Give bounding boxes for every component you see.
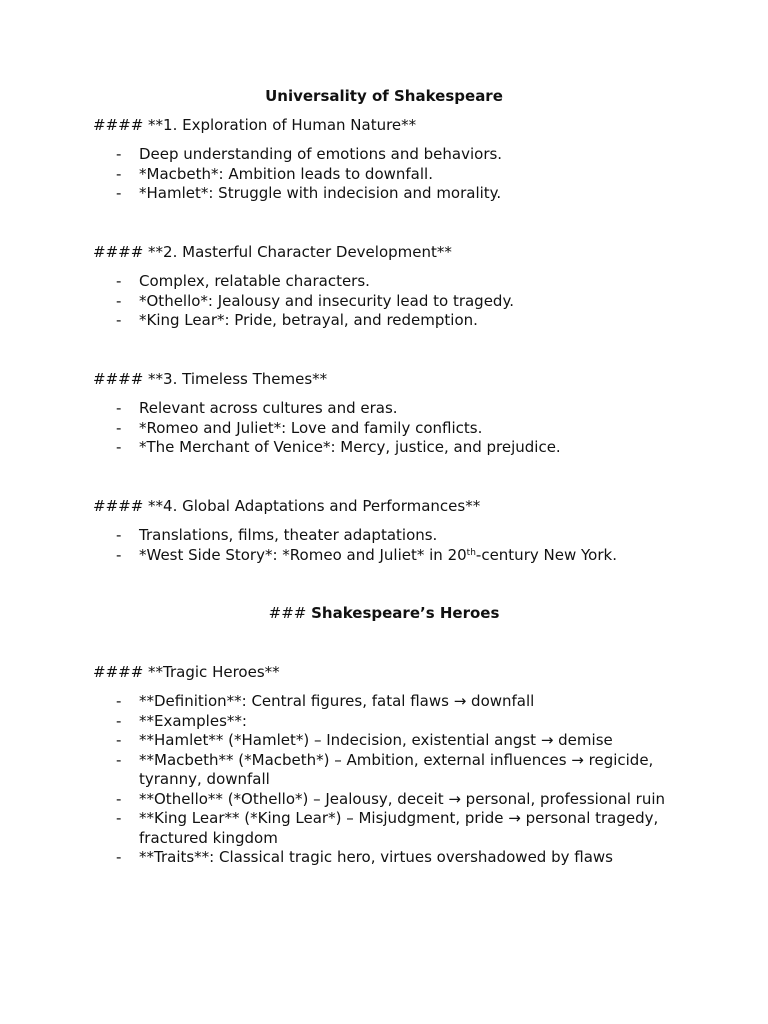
list-item [0,419,679,439]
list-item-text: **Othello** (*Othello*) – Jealousy, deceit → personal, professional ruin [139,789,665,808]
section-heading-2: #### **2. Masterful Character Development** [93,243,452,261]
section-heading-4: #### **4. Global Adaptations and Performances** [93,497,481,515]
list-item [0,292,679,312]
list-item [0,692,679,712]
ordinal-superscript: th [466,547,476,558]
list-item [0,526,679,546]
list-item [0,790,679,810]
list-item-text: **King Lear** (*King Lear*) – Misjudgment, pride → personal tragedy, fractured kingdom [139,809,659,847]
list-item-text: *Macbeth*: Ambition leads to downfall. [139,164,433,183]
list-item-text-end: -century New York. [475,545,617,564]
list-item-text: *The Merchant of Venice*: Mercy, justice, and prejudice. [139,438,561,456]
list-item-text [139,546,617,564]
bullet-dash: - [116,848,122,866]
bullet-dash: - [116,418,122,437]
list-item [0,731,679,751]
tragic-heroes-heading: #### **Tragic Heroes** [93,663,280,681]
list-item [0,546,679,566]
list-item [0,712,679,732]
list-item-text: Complex, relatable characters. [139,272,370,290]
bullet-dash: - [116,526,122,544]
section-heading-3: #### **3. Timeless Themes** [93,370,328,388]
section-heading-1: #### **1. Exploration of Human Nature** [93,116,417,134]
bullet-dash: - [116,311,122,329]
list-item [0,184,679,204]
heroes-subtitle-prefix: ### [268,604,312,622]
list-item-text: *Romeo and Juliet*: Love and family conflicts. [139,418,483,437]
list-item [0,145,679,165]
bullet-dash: - [116,438,122,456]
bullet-dash: - [116,399,122,417]
list-item-text: **Traits**: Classical tragic hero, virtues overshadowed by flaws [139,848,613,866]
list-item [0,809,679,848]
bullet-dash: - [116,545,122,564]
list-item [0,165,679,185]
list-item-text: **Macbeth** (*Macbeth*) – Ambition, external influences → regicide, tyranny, downfall [139,750,654,788]
bullet-dash: - [116,692,122,710]
bullet-dash: - [116,789,122,808]
list-item [0,848,679,868]
list-item-text-start: *West Side Story*: *Romeo and Juliet* in 20 [139,545,467,564]
bullet-dash: - [116,750,122,769]
list-item [0,399,679,419]
document-title: Universality of Shakespeare [265,87,503,105]
list-item-text: Relevant across cultures and eras. [139,399,398,417]
tragic-heroes-list [0,692,679,868]
list-item [0,311,679,331]
list-item-text: *Hamlet*: Struggle with indecision and morality. [139,184,502,202]
section-list-2 [0,272,679,331]
section-list-1 [0,145,679,204]
list-item-text: Deep understanding of emotions and behaviors. [139,145,503,163]
bullet-dash: - [116,291,122,310]
heroes-subtitle [0,603,768,623]
bullet-dash: - [116,731,122,749]
list-item [0,751,679,790]
list-item-text: **Hamlet** (*Hamlet*) – Indecision, existential angst → demise [139,731,613,749]
list-item [0,438,679,458]
section-list-3 [0,399,679,458]
bullet-dash: - [116,184,122,202]
list-item-text: *King Lear*: Pride, betrayal, and redemption. [139,311,478,329]
bullet-dash: - [116,272,122,290]
list-item-text: **Examples**: [139,711,247,730]
list-item [0,272,679,292]
heroes-subtitle-text: Shakespeare’s Heroes [311,604,500,622]
bullet-dash: - [116,164,122,183]
list-item-text: Translations, films, theater adaptations. [139,526,438,544]
bullet-dash: - [116,809,122,827]
list-item-text: *Othello*: Jealousy and insecurity lead to tragedy. [139,291,514,310]
bullet-dash: - [116,145,122,163]
list-item-text: **Definition**: Central figures, fatal flaws → downfall [139,692,535,710]
bullet-dash: - [116,711,122,730]
section-list-4 [0,526,679,565]
